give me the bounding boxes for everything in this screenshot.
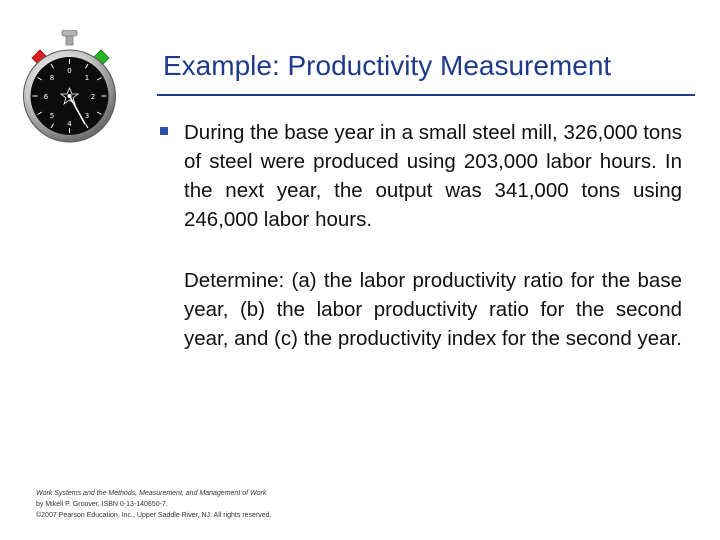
svg-text:0: 0 — [67, 67, 72, 75]
slide-footer — [36, 488, 356, 521]
footer-book-title: Work Systems and the Methods, Measurement, and Management of Work — [36, 490, 267, 497]
stopwatch-icon — [22, 30, 117, 145]
footer-author-isbn: by Mikell P. Groover, ISBN 0-13-140650-7. — [36, 501, 168, 508]
svg-text:3: 3 — [84, 112, 90, 120]
svg-text:8: 8 — [49, 74, 55, 82]
svg-text:1: 1 — [84, 74, 90, 82]
problem-question: Determine: (a) the labor productivity ratio for the base year, (b) the labor productivity ratio for the second year, and (c) the productivity index for the second year. — [184, 269, 682, 350]
footer-copyright: ©2007 Pearson Education, Inc., Upper Saddle River, NJ. All rights reserved. — [36, 512, 272, 519]
svg-text:2: 2 — [90, 93, 96, 101]
title-underline — [157, 94, 695, 96]
bullet-square-icon — [160, 127, 168, 135]
problem-statement: During the base year in a small steel mill, 326,000 tons of steel were produced using 203,000 labor hours. In the next year, the output was 341,000 tons using 246,000 labor hours. — [184, 121, 682, 231]
svg-text:5: 5 — [49, 112, 55, 120]
svg-text:4: 4 — [67, 120, 72, 128]
slide-title: Example: Productivity Measurement — [163, 50, 612, 81]
svg-text:6: 6 — [43, 93, 49, 101]
